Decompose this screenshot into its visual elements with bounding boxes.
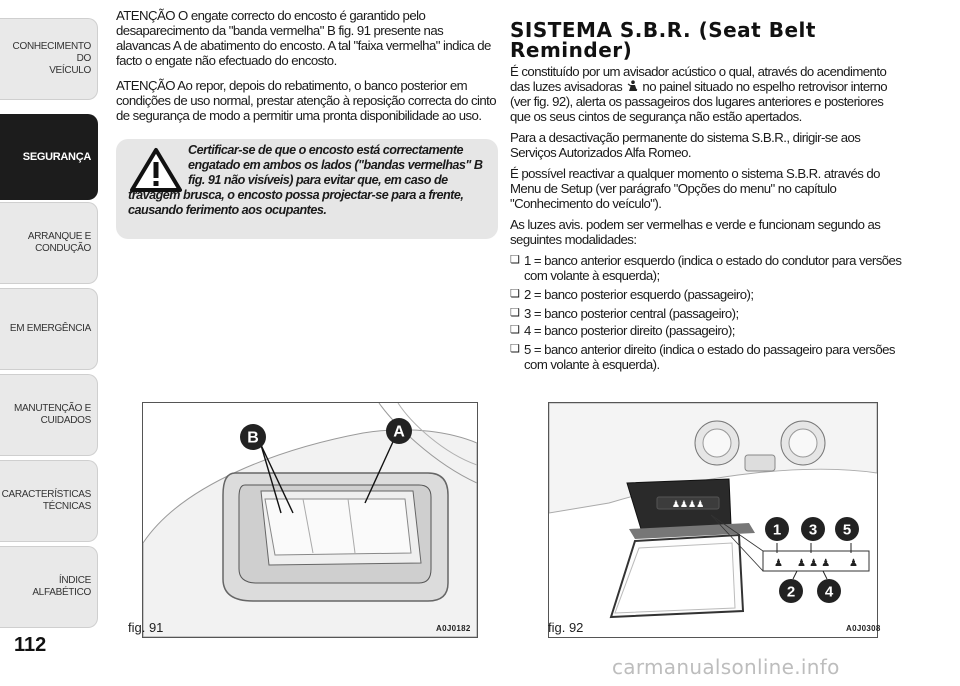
tab-label: CONHECIMENTO DO <box>12 41 91 64</box>
svg-text:♟ ♟ ♟: ♟ ♟ ♟ <box>797 558 831 569</box>
section-title <box>510 20 905 60</box>
text-segment: É constituído por um avisador acústico o qual, através do acendimento das luzes avisadoras <box>510 64 887 94</box>
label-5: 5 <box>842 521 852 539</box>
seat-backrest-lever-illustration <box>143 403 477 637</box>
label-4: 4 <box>824 583 834 601</box>
watermark: carmanualsonline.info <box>612 655 840 679</box>
warning-line: fig. 91 não visíveis) para evitar que, em caso de <box>188 173 448 187</box>
list-item: ❏ 1 = banco anterior esquerdo (indica o estado do condutor para versões com volante à esquerda); <box>510 253 905 283</box>
list-item: ❏ 3 = banco posterior central (passageiro); <box>510 306 905 321</box>
tab-indice-alfabetico[interactable] <box>0 546 98 628</box>
attention-paragraph-2: ATENÇÃO Ao repor, depois do rebatimento, o banco posterior em condições de uso normal, prestar atenção à reposição correcta do cinto de segurança de modo a permitir uma pronta disponibilidade ao uso. <box>116 78 497 123</box>
page-number: 112 <box>14 634 47 656</box>
fig-91-caption: fig. 91 <box>128 620 164 635</box>
label-3: 3 <box>808 521 818 539</box>
text-segment: no painel situado no espelho retrovisor interno (ver fig. 92), alerta os passageiros dos lugares anteriores e posteriores que os seus cintos de segurança não estão apertados. <box>510 79 888 124</box>
tab-label: CARACTERÍSTICAS <box>1 489 91 500</box>
chapter-sidebar <box>0 0 100 686</box>
seat-belt-icon <box>625 80 639 92</box>
seat-list <box>510 253 905 372</box>
label-2: 2 <box>786 583 796 601</box>
fig-91-code: A0J0182 <box>436 624 471 633</box>
rearview-mirror-sbr-illustration <box>549 403 877 637</box>
tab-label: ARRANQUE E <box>27 231 91 242</box>
tab-label: ÍNDICE ALFABÉTICO <box>32 575 91 598</box>
sbr-description <box>510 64 905 124</box>
warning-line: engatado em ambos os lados ("bandas vermelhas" B <box>188 158 483 172</box>
tab-label: CONDUÇÃO <box>35 243 91 254</box>
figure-92 <box>548 402 878 638</box>
tab-label: SEGURANÇA <box>22 151 91 163</box>
tab-em-emergencia[interactable] <box>0 288 98 370</box>
sbr-lights-modes: As luzes avis. podem ser vermelhas e verde e funcionam segundo as seguintes modalidades: <box>510 217 881 247</box>
title-line: SISTEMA S.B.R. (Seat Belt <box>510 18 816 42</box>
right-column <box>510 20 905 376</box>
label-b: B <box>247 429 259 447</box>
list-item: ❏ 4 = banco posterior direito (passageiro); <box>510 323 905 338</box>
list-item: ❏ 5 = banco anterior direito (indica o estado do passageiro para versões com volante à esquerda). <box>510 342 905 372</box>
warning-text <box>128 143 488 218</box>
tab-arranque-e-conducao[interactable] <box>0 202 98 284</box>
svg-text:♟: ♟ <box>774 558 783 569</box>
attention-paragraph-1: ATENÇÃO O engate correcto do encosto é garantido pelo desaparecimento da "banda vermelha" B fig. 91 presente nas alavancas A de abatimento do encosto. A tal "faixa vermelha" indica de facto o engate não efectuado do encosto. <box>116 8 491 68</box>
tab-manutencao-e-cuidados[interactable] <box>0 374 98 456</box>
tab-label: TÉCNICAS <box>42 501 91 512</box>
warning-line: Certificar-se de que o encosto está correctamente <box>188 143 464 157</box>
tab-seguranca[interactable] <box>0 114 98 200</box>
tab-label: EM EMERGÊNCIA <box>9 323 91 334</box>
label-a: A <box>393 423 405 441</box>
svg-text:♟♟♟♟: ♟♟♟♟ <box>671 500 705 510</box>
list-item: ❏ 2 = banco posterior esquerdo (passageiro); <box>510 287 905 302</box>
sbr-reactivation: É possível reactivar a qualquer momento o sistema S.B.R. através do Menu de Setup (ver parágrafo "Opções do menu" no capítulo "Conhecimento do veículo"). <box>510 166 880 211</box>
warning-box <box>116 139 498 239</box>
tab-label: CUIDADOS <box>40 415 91 426</box>
label-1: 1 <box>772 521 782 539</box>
fig-92-caption: fig. 92 <box>548 620 584 635</box>
tab-label: MANUTENÇÃO E <box>14 403 91 414</box>
tab-caracteristicas-tecnicas[interactable] <box>0 460 98 542</box>
tab-label: VEÍCULO <box>49 65 91 76</box>
fig-92-code: A0J0308 <box>846 624 881 633</box>
title-line: Reminder) <box>510 38 633 62</box>
svg-text:♟: ♟ <box>849 558 858 569</box>
sbr-deactivation: Para a desactivação permanente do sistema S.B.R., dirigir-se aos Serviços Autorizados Alfa Romeo. <box>510 130 861 160</box>
warning-line: travagem brusca, o encosto possa projectar-se para a frente, causando ferimento aos ocupantes. <box>128 188 464 217</box>
left-column <box>116 8 500 239</box>
tab-conhecimento-do-veiculo[interactable] <box>0 18 98 100</box>
figure-91 <box>142 402 478 638</box>
